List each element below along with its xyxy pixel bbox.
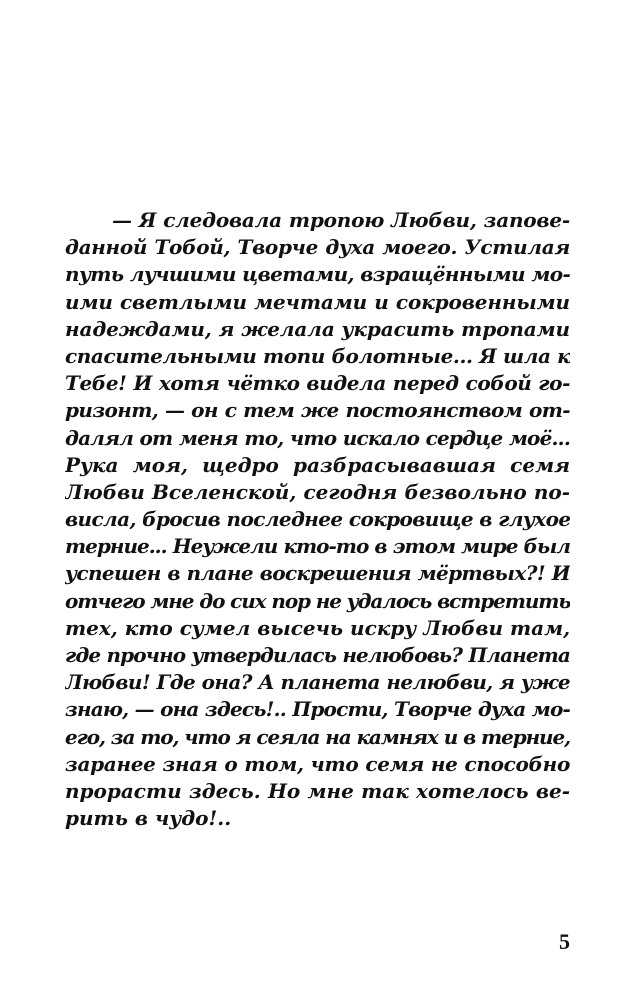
text-line: ими светлыми мечтами и сокровенными xyxy=(65,289,570,314)
text-line: путь лучшими цветами, взращёнными мо- xyxy=(65,262,570,287)
text-line: надеждами, я желала украсить тропами xyxy=(65,316,570,341)
text-line: Рука моя, щедро разбрасывавшая семя xyxy=(65,452,570,477)
text-line: где прочно утвердилась нелюбовь? Планета xyxy=(65,643,570,667)
text-line: тех, кто сумел высечь искру Любви там, xyxy=(65,615,570,640)
text-line: данной Тобой, Творче духа моего. Устилая xyxy=(65,235,570,260)
text-line: отчего мне до сих пор не удалось встретить xyxy=(65,588,570,613)
text-line: ризонт, — он с тем же постоянством от- xyxy=(65,398,570,423)
text-line: его, за то, что я сеяла на камнях и в терние, xyxy=(65,724,570,749)
text-line: — Я следовала тропою Любви, запове- xyxy=(112,208,570,232)
text-line: висла, бросив последнее сокровище в глухое xyxy=(65,507,570,532)
text-line: Тебе! И хотя чётко видела перед собой го- xyxy=(65,371,570,396)
text-line: успешен в плане воскрешения мёртвых?! И xyxy=(65,561,570,586)
text-line: Любви Вселенской, сегодня безвольно по- xyxy=(65,479,570,504)
text-line: далял от меня то, что искало сердце моё... xyxy=(65,425,570,450)
text-line: спасительными топи болотные... Я шла к xyxy=(65,343,570,368)
text-line: терние... Неужели кто-то в этом мире был xyxy=(65,534,570,559)
body-paragraph xyxy=(65,207,570,832)
page-number: 5 xyxy=(559,929,570,954)
text-line: заранее зная о том, что семя не способно xyxy=(65,751,570,776)
text-line: знаю, — она здесь!.. Прости, Творче духа мо- xyxy=(65,697,570,722)
text-line: рить в чудо!.. xyxy=(65,806,232,831)
text-line: прорасти здесь. Но мне так хотелось ве- xyxy=(65,778,570,803)
text-line: Любви! Где она? А планета нелюбви, я уже xyxy=(65,670,570,695)
